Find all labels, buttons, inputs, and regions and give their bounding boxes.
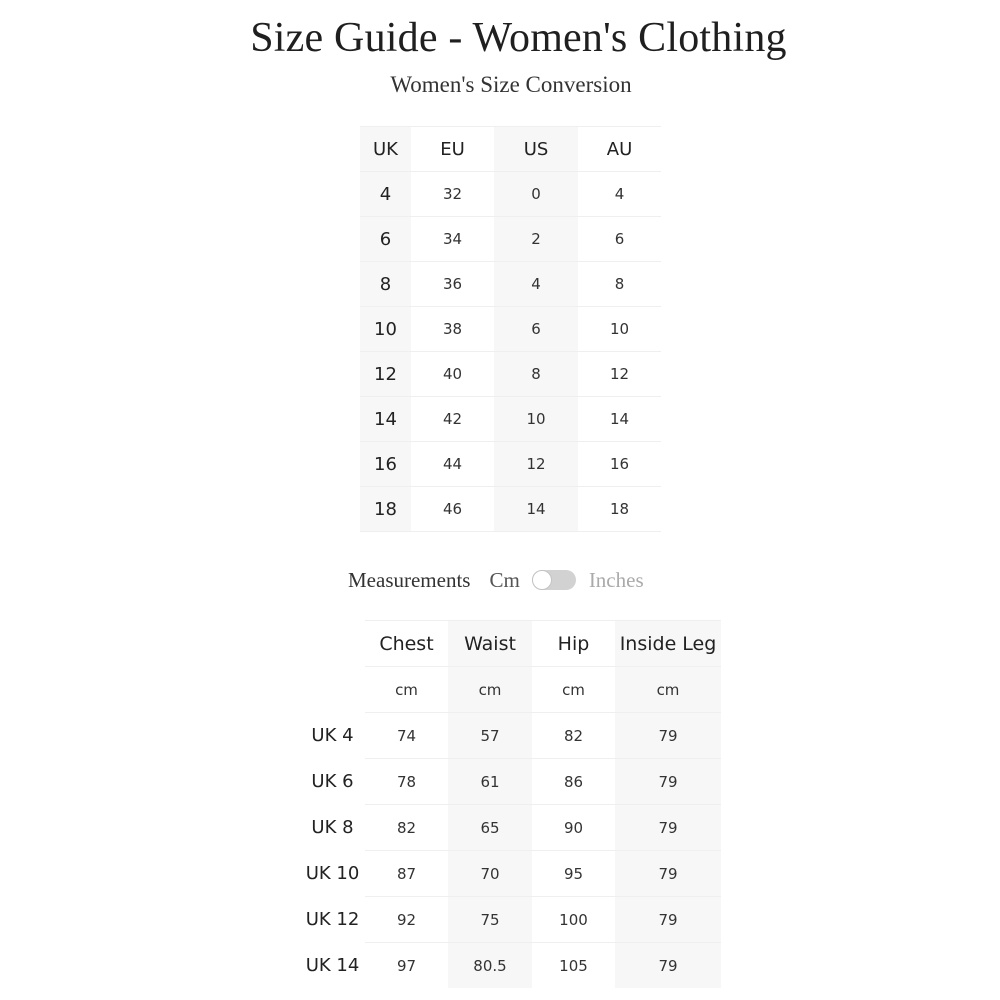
table-row xyxy=(360,307,661,352)
eu-size: 44 xyxy=(411,442,494,487)
uk-size: 8 xyxy=(360,262,411,307)
us-size: 0 xyxy=(494,172,578,217)
au-size: 8 xyxy=(578,262,661,307)
us-size: 2 xyxy=(494,217,578,262)
uk-size: 18 xyxy=(360,487,411,532)
unit-cm-label[interactable]: Cm xyxy=(489,567,520,592)
hip-value: 95 xyxy=(532,851,615,897)
unit-inside-leg: cm xyxy=(615,667,721,713)
waist-value: 80.5 xyxy=(448,943,532,989)
measurements-unit-toggle-row xyxy=(348,564,644,596)
chest-value: 78 xyxy=(365,759,448,805)
hip-value: 86 xyxy=(532,759,615,805)
chest-value: 82 xyxy=(365,805,448,851)
chest-value: 74 xyxy=(365,713,448,759)
conversion-header-row xyxy=(360,127,661,172)
us-size: 14 xyxy=(494,487,578,532)
waist-value: 65 xyxy=(448,805,532,851)
unit-toggle-switch[interactable] xyxy=(532,570,576,590)
conversion-subtitle: Women's Size Conversion xyxy=(390,72,632,97)
unit-hip: cm xyxy=(532,667,615,713)
table-row xyxy=(300,805,721,851)
header-uk: UK xyxy=(360,127,411,172)
waist-value: 57 xyxy=(448,713,532,759)
au-size: 10 xyxy=(578,307,661,352)
inside-leg-value: 79 xyxy=(615,759,721,805)
table-row xyxy=(360,397,661,442)
header-hip: Hip xyxy=(532,621,615,667)
table-row xyxy=(360,442,661,487)
header-waist: Waist xyxy=(448,621,532,667)
inside-leg-value: 79 xyxy=(615,713,721,759)
inside-leg-value: 79 xyxy=(615,851,721,897)
hip-value: 100 xyxy=(532,897,615,943)
eu-size: 42 xyxy=(411,397,494,442)
measurements-header-row xyxy=(300,621,721,667)
uk-size: 6 xyxy=(360,217,411,262)
unit-chest: cm xyxy=(365,667,448,713)
eu-size: 32 xyxy=(411,172,494,217)
table-row xyxy=(360,487,661,532)
hip-value: 90 xyxy=(532,805,615,851)
uk-size: 4 xyxy=(360,172,411,217)
corner-cell xyxy=(300,621,365,667)
au-size: 16 xyxy=(578,442,661,487)
table-row xyxy=(360,352,661,397)
size-conversion-table xyxy=(360,126,661,532)
uk-size: 14 xyxy=(360,397,411,442)
header-eu: EU xyxy=(411,127,494,172)
au-size: 4 xyxy=(578,172,661,217)
measurements-units-row xyxy=(300,667,721,713)
uk-size: 12 xyxy=(360,352,411,397)
table-row xyxy=(300,943,721,989)
table-row xyxy=(300,897,721,943)
waist-value: 75 xyxy=(448,897,532,943)
chest-value: 92 xyxy=(365,897,448,943)
size-label: UK 8 xyxy=(311,817,354,838)
au-size: 12 xyxy=(578,352,661,397)
header-au: AU xyxy=(578,127,661,172)
header-chest: Chest xyxy=(365,621,448,667)
page-title: Size Guide - Women's Clothing xyxy=(250,15,787,61)
us-size: 10 xyxy=(494,397,578,442)
eu-size: 34 xyxy=(411,217,494,262)
unit-waist: cm xyxy=(448,667,532,713)
au-size: 18 xyxy=(578,487,661,532)
size-label: UK 12 xyxy=(305,909,360,930)
chest-value: 97 xyxy=(396,956,417,975)
unit-inches-label[interactable]: Inches xyxy=(588,567,644,592)
hip-value: 82 xyxy=(532,713,615,759)
table-row xyxy=(360,262,661,307)
eu-size: 38 xyxy=(411,307,494,352)
header-us: US xyxy=(494,127,578,172)
inside-leg-value: 79 xyxy=(615,805,721,851)
au-size: 14 xyxy=(578,397,661,442)
size-label: UK 4 xyxy=(311,725,354,746)
measurements-label: Measurements xyxy=(348,567,471,592)
toggle-knob xyxy=(532,570,552,590)
au-size: 6 xyxy=(578,217,661,262)
hip-value: 105 xyxy=(559,956,588,975)
us-size: 6 xyxy=(494,307,578,352)
size-label: UK 6 xyxy=(311,771,354,792)
chest-value: 87 xyxy=(365,851,448,897)
table-row xyxy=(300,759,721,805)
table-row xyxy=(360,217,661,262)
us-size: 4 xyxy=(494,262,578,307)
inside-leg-value: 79 xyxy=(615,897,721,943)
eu-size: 40 xyxy=(411,352,494,397)
waist-value: 61 xyxy=(448,759,532,805)
us-size: 12 xyxy=(494,442,578,487)
size-label: UK 14 xyxy=(305,954,360,976)
eu-size: 46 xyxy=(411,487,494,532)
uk-size: 10 xyxy=(360,307,411,352)
us-size: 8 xyxy=(494,352,578,397)
table-row xyxy=(360,172,661,217)
table-row xyxy=(300,851,721,897)
measurements-table xyxy=(300,620,721,988)
inside-leg-value: 79 xyxy=(615,943,721,989)
size-label: UK 10 xyxy=(305,863,360,884)
corner-cell xyxy=(300,667,365,713)
header-inside-leg: Inside Leg xyxy=(615,621,721,667)
table-row xyxy=(300,713,721,759)
waist-value: 70 xyxy=(448,851,532,897)
eu-size: 36 xyxy=(411,262,494,307)
uk-size: 16 xyxy=(360,442,411,487)
